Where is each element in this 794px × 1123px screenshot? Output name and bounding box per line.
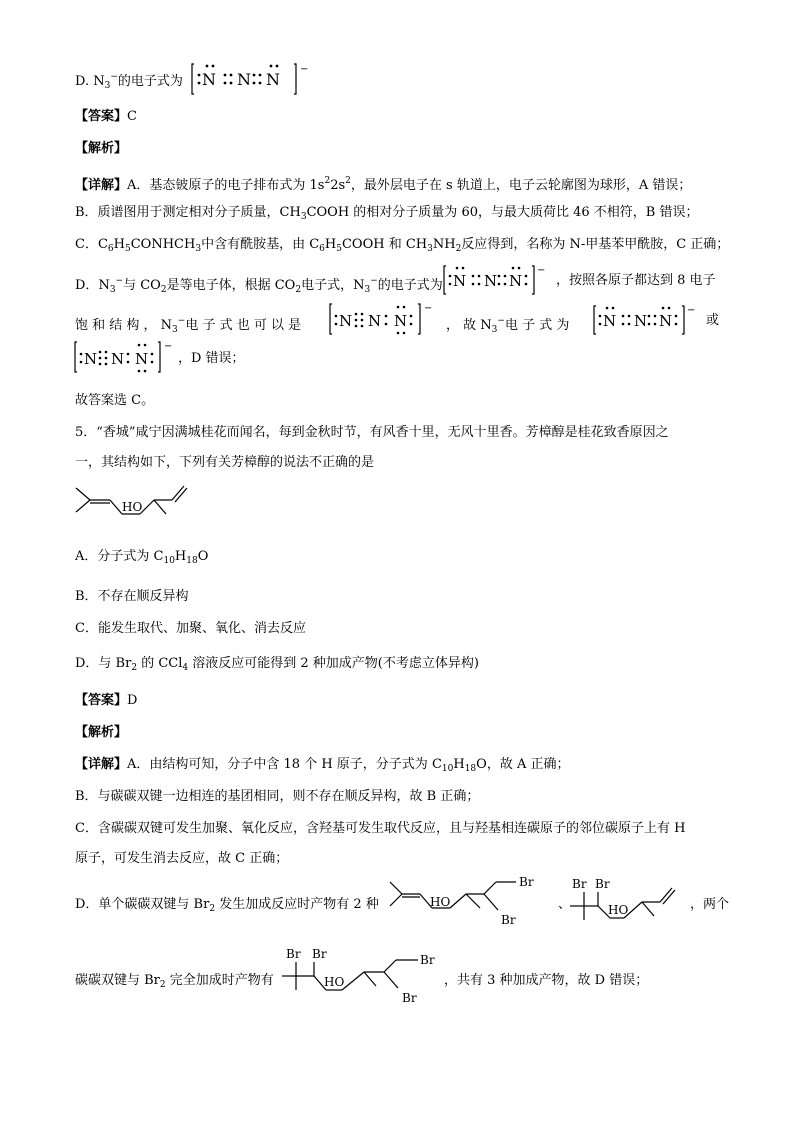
svg-text:N: N [484,272,498,290]
svg-text:N: N [634,312,648,330]
n3-electron-formula-4 [592,304,704,336]
product-2-structure [568,876,688,928]
svg-text:N: N [509,272,523,290]
svg-text:N: N [84,350,98,368]
svg-text:Br: Br [402,991,417,1005]
q4-detail-a: 【详解】A．基态铍原子的电子排布式为 $1s^22s^2$，最外层电子在 s 轨道上，电子云轮廓图为球形，A 错误； [75,176,692,193]
svg-text:−: − [537,265,546,276]
svg-text:Br: Br [420,953,435,967]
q5-detail-d-1a: D．单个碳碳双键与 $Br_2$ 发生加成反应时产物有 2 种 [75,897,379,914]
q4-detail-d-2c: 或 [706,313,720,328]
svg-text:N: N [394,312,408,330]
q4-option-d: D. $N_3^-$的电子式为 [75,72,183,91]
q5-option-c: C．能发生取代、加聚、氧化、消去反应 [75,621,306,636]
q5-analysis-label: 【解析】 [75,725,128,740]
ho-label: HO [122,500,143,514]
svg-text:Br: Br [312,947,327,961]
q4-conclusion: 故答案选 C。 [75,393,155,408]
q4-detail-d-1b: ，按照各原子都达到 8 电子 [556,273,716,288]
q5-detail-c-2: 原子，可发生消去反应，故 C 正确； [75,851,289,866]
svg-text:HO: HO [324,975,345,989]
svg-text:Br: Br [286,947,301,961]
q5-option-b: B．不存在顺反异构 [75,589,189,604]
svg-text:−: − [424,303,433,314]
svg-text:N: N [603,312,617,330]
q4-detail-d-3: ，D 错误； [178,351,245,366]
product-3-structure [280,944,440,1006]
q5-stem-1: 5．“香城”咸宁因满城桂花而闻名，每到金秋时节，有风香十里，无风十里香。芳樟醇是桂花致香原因之 [75,425,669,440]
n3-electron-formula-2 [442,264,554,296]
q4-answer: 【答案】C [75,109,137,124]
q4-detail-d-1a: D．$N_3^-$与 $CO_2$是等电子体，根据 $CO_2$电子式，$N_3^-$的电子式为 [75,276,443,295]
q5-option-d: D．与 $Br_2$ 的 CCl$_4$ 溶液反应可能得到 2 种加成产物(不考虑立体异构) [75,656,479,673]
q4-detail-d-2b: ， 故 $N_3^-$电 子 式 为 [446,316,570,335]
q5-detail-b: B．与碳碳双键一边相连的基团相同，则不存在顺反异构，故 B 正确； [75,789,480,804]
n3-electron-formula-3 [328,302,450,338]
svg-text:HO: HO [430,895,451,909]
n3-electron-formula-5 [73,340,183,376]
q4-analysis-label: 【解析】 [75,141,128,156]
n-atom: N [266,70,280,89]
svg-text:−: − [687,305,696,316]
q4-detail-c: C．$C_6H_5CONHCH_3$中含有酰胺基，由 $C_6H_5COOH$ 和 $CH_3NH_2$反应得到，名称为 N-甲基苯甲酰胺，C 正确； [75,237,730,254]
q4-detail-b: B．质谱图用于测定相对分子质量，$CH_3COOH$ 的相对分子质量为 60，与最大质荷比 46 不相符，B 错误； [75,205,699,222]
q5-detail-d-sep: 、 [558,897,572,912]
svg-text:N: N [339,312,353,330]
n-atom: N [202,70,216,89]
svg-text:HO: HO [608,903,629,917]
q5-detail-d-2a: 碳碳双键与 $Br_2$ 完全加成时产物有 [75,973,274,990]
q5-detail-a: 【详解】A．由结构可知，分子中含 18 个 H 原子，分子式为 $C_{10}H_{18}O$，故 A 正确； [75,757,570,774]
q5-detail-d-2b: ，共有 3 种加成产物，故 D 错误； [444,973,649,988]
svg-text:Br: Br [572,877,587,891]
svg-text:−: − [164,341,173,352]
svg-text:Br: Br [501,913,516,927]
q5-option-a: A．分子式为 $C_{10}H_{18}O$ [75,549,209,566]
svg-text:N: N [135,350,149,368]
n3-electron-formula-1 [190,62,320,96]
svg-text:N: N [111,350,125,368]
q5-detail-c-1: C．含碳碳双键可发生加聚、氧化反应，含羟基可发生取代反应，且与羟基相连碳原子的邻位碳原子上有 H [75,821,686,836]
svg-text:N: N [368,312,382,330]
svg-text:Br: Br [595,877,610,891]
svg-text:N: N [453,272,467,290]
n-atom: N [237,70,251,89]
svg-text:N: N [659,312,673,330]
charge: − [300,64,309,75]
q5-stem-2: 一，其结构如下，下列有关芳樟醇的说法不正确的是 [75,455,375,470]
linalool-structure [74,484,194,530]
svg-text:Br: Br [519,875,534,889]
q5-detail-d-1b: ，两个 [690,897,730,912]
product-1-structure [388,874,558,932]
q5-answer: 【答案】D [75,693,138,708]
q4-detail-d-2a: 饱 和 结 构 ， $N_3^-$电 子 式 也 可 以 是 [75,316,302,335]
